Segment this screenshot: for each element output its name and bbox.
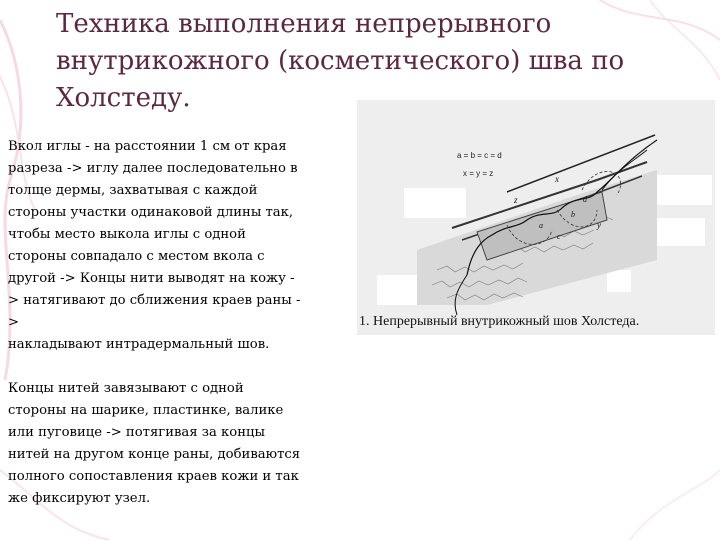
text-line: нитей на другом конце раны, добиваются: [8, 447, 301, 462]
text-line: > натягивают до сближения краев раны -: [8, 293, 301, 308]
figure-label: d: [583, 195, 587, 204]
slide-body-text: [8, 136, 358, 510]
title-line: Холстеду.: [56, 83, 191, 113]
figure-label: a: [539, 221, 543, 230]
figure-label: x: [555, 174, 559, 184]
suture-illustration: [357, 100, 715, 335]
text-line: стороны совпадало с местом вкола с: [8, 249, 265, 264]
text-line: накладывают интрадермальный шов.: [8, 337, 270, 352]
text-line: толще дермы, захватывая с каждой: [8, 183, 258, 198]
text-line: >: [8, 315, 20, 330]
text-line: стороны участки одинаковой длины так,: [8, 205, 294, 220]
text-line: чтобы место выкола иглы с одной: [8, 227, 246, 242]
bottom-right-swirl: [630, 470, 720, 540]
text-line: же фиксируют узел.: [8, 491, 151, 506]
text-line: или пуговице -> потягивая за концы: [8, 425, 265, 440]
figure-caption: 1. Непрерывный внутрикожный шов Холстеда.: [359, 314, 640, 329]
figure-label: c: [557, 232, 561, 241]
formula-text: a = b = c = d: [457, 151, 502, 160]
figure-label: b: [571, 210, 575, 219]
text-line: Вкол иглы - на расстоянии 1 см от края: [8, 139, 287, 154]
text-line: другой -> Концы нити выводят на кожу -: [8, 271, 295, 286]
label-box: [404, 188, 466, 218]
paragraph-gap: [8, 356, 358, 378]
figure-label: z: [514, 195, 518, 205]
title-line: Техника выполнения непрерывного: [56, 9, 552, 39]
text-line: полного сопоставления краев кожи и так: [8, 469, 299, 484]
label-box: [657, 175, 712, 205]
text-line: разреза -> иглу далее последовательно в: [8, 161, 298, 176]
figure-label: y: [597, 220, 601, 230]
label-box: [607, 270, 631, 292]
text-line: стороны на шарике, пластинке, валике: [8, 403, 284, 418]
text-line: Концы нитей завязывают с одной: [8, 381, 244, 396]
title-line: внутрикожного (косметического) шва по: [56, 46, 625, 76]
formula-text: x = y = z: [463, 169, 494, 178]
